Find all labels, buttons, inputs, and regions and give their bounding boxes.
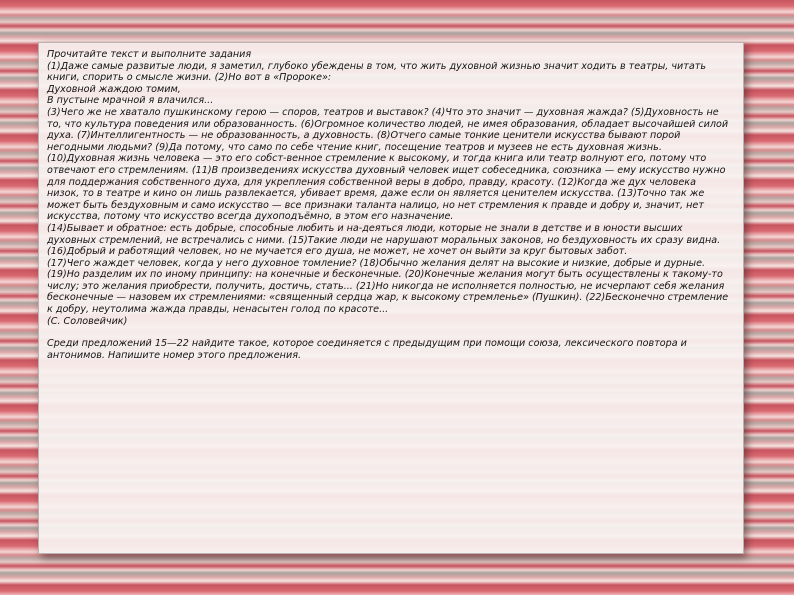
task-title: Прочитайте текст и выполните задания xyxy=(47,49,252,60)
poem-line-1: Духовной жаждою томим, xyxy=(47,83,181,95)
poem-line-2: В пустыне мрачной я влачился... xyxy=(47,95,214,107)
author-attribution: (С. Соловейчик) xyxy=(47,315,128,327)
text-block xyxy=(47,49,731,361)
paragraph-4: (17)Чего жаждет человек, когда у него духовное томление? (18)Обычно желания делят на высокие и низкие, добрые и дурные. (19)Но разделим их по иному принципу: на конечные и бесконечные. (20)Конечные желания могут быть осуществлены к такому-то числу; это желания приобрести, получить, достичь, стать... (21)Но никогда не исполняется полностью, не исчерпают себя желания бесконечные — назовем их стремлениями: «священный сердца жар, к высокому стремленье» (Пушкин). (22)Бесконечно стремление к добру, неутолима жажда правды, ненасытен голод по красоте... xyxy=(47,257,729,316)
spacer xyxy=(47,327,731,338)
paragraph-3: (14)Бывает и обратное: есть добрые, способные любить и на-деяться люди, которые не знали в детстве и в юности высших духовных стремлений, не встречались с ними. (15)Такие люди не нарушают моральных законов, но бездуховность их сразу видна. (16)Добрый и работящий человек, но не мучается его душа, не может, не хочет он выйти за круг бытовых забот. xyxy=(47,222,721,258)
slide-card xyxy=(38,42,744,554)
question-text: Среди предложений 15—22 найдите такое, которое соединяется с предыдущим при помощи союза, лексического повтора и антонимов. Напишите номер этого предложения. xyxy=(47,338,687,361)
paragraph-2: (3)Чего же не хватало пушкинскому герою — споров, театров и выставок? (4)Что это значит — духовная жажда? (5)Духовность не то, что культура поведения или образованность. (6)Огромное количество людей, не имея образования, обладает высочайшей силой духа. (7)Интеллигентность — не образованность, а духовность. (8)Отчего самые тонкие ценители искусства бывают порой негодными людьми? (9)Да потому, что само по себе чтение книг, посещение театров и музеев не есть духовная жизнь. (10)Духовная жизнь человека — это его собст-венное стремление к высокому, и тогда книга или театр волнуют его, потому что отвечают его стремлениям. (11)В произведениях искусства духовный человек ищет собеседника, союзника — ему искусство нужно для поддержания собственного духа, для укрепления собственной веры в добро, правду, красоту. (12)Когда же дух человека низок, то в театре и кино он лишь развлекается, убивает время, даже если он является ценителем искусства. (13)Точно так же может быть бездуховным и само искусство — все признаки таланта налицо, но нет стремления к правде и добру и, значит, нет искусства, потому что искусство всегда духоподъёмно, в этом его назначение. xyxy=(47,106,729,223)
paragraph-1: (1)Даже самые развитые люди, я заметил, глубоко убеждены в том, что жить духовной жизнью значит ходить в театры, читать книги, спорить о смысле жизни. (2)Но вот в «Пророке»: xyxy=(47,60,706,84)
